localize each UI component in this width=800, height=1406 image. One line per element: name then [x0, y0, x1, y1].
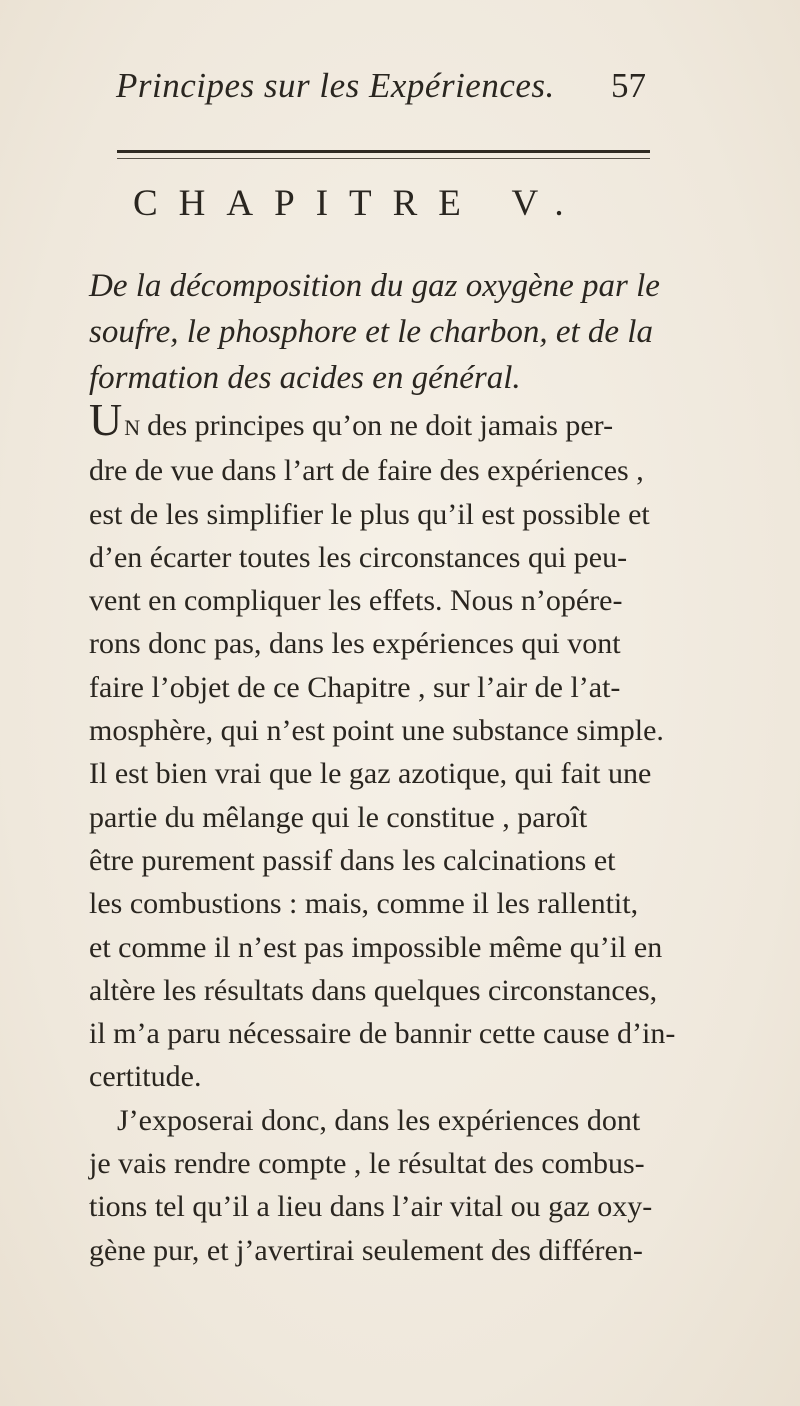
- text-line: d’en écarter toutes les circonstances qui peu-: [89, 540, 628, 574]
- text-line: mosphère, qui n’est point une substance simple.: [89, 714, 664, 748]
- text-line: Il est bien vrai que le gaz azotique, qui fait une: [89, 757, 652, 791]
- text-line: je vais rendre compte , le résultat des combus-: [89, 1147, 645, 1181]
- drop-cap: U: [89, 394, 123, 445]
- text-line: gène pur, et j’avertirai seulement des différen-: [89, 1233, 643, 1267]
- chapter-subtitle: [89, 263, 729, 401]
- subtitle-line: De la décomposition du gaz oxygène par le: [89, 268, 660, 304]
- text-line: dre de vue dans l’art de faire des expériences ,: [89, 454, 644, 488]
- body-text: [89, 394, 749, 1272]
- text-line: partie du mêlange qui le constitue , paroît: [89, 800, 588, 834]
- text-line: être purement passif dans les calcinations et: [89, 843, 616, 877]
- text-line: certitude.: [89, 1060, 202, 1094]
- running-head: [116, 66, 656, 116]
- text-line: vent en compliquer les effets. Nous n’opére-: [89, 584, 623, 618]
- text-line: est de les simplifier le plus qu’il est possible et: [89, 497, 650, 531]
- text-line: il m’a paru nécessaire de bannir cette cause d’in-: [89, 1017, 676, 1051]
- page-number: 57: [611, 66, 646, 105]
- text-line: altère les résultats dans quelques circonstances,: [89, 973, 658, 1007]
- first-word-small-caps: N: [124, 415, 142, 440]
- running-title: Principes sur les Expériences.: [116, 66, 555, 105]
- text-line-first: [89, 394, 749, 449]
- text-line: rons donc pas, dans les expériences qui vont: [89, 627, 621, 661]
- subtitle-line: formation des acides en général.: [89, 360, 521, 396]
- text-line: faire l’objet de ce Chapitre , sur l’air de l’at-: [89, 670, 621, 704]
- header-rule-thick: [117, 150, 650, 153]
- text-line: tions tel qu’il a lieu dans l’air vital ou gaz oxy-: [89, 1190, 653, 1224]
- subtitle-line: soufre, le phosphore et le charbon, et de la: [89, 314, 653, 350]
- text-line: les combustions : mais, comme il les rallentit,: [89, 887, 639, 921]
- chapter-heading: CHAPITRE V.: [133, 183, 585, 224]
- first-line-rest: des principes qu’on ne doit jamais per-: [147, 409, 614, 442]
- text-line: et comme il n’est pas impossible même qu’il en: [89, 930, 663, 964]
- header-rule-thin: [117, 158, 650, 159]
- text-line-paragraph-start: J’exposerai donc, dans les expériences dont: [117, 1103, 641, 1137]
